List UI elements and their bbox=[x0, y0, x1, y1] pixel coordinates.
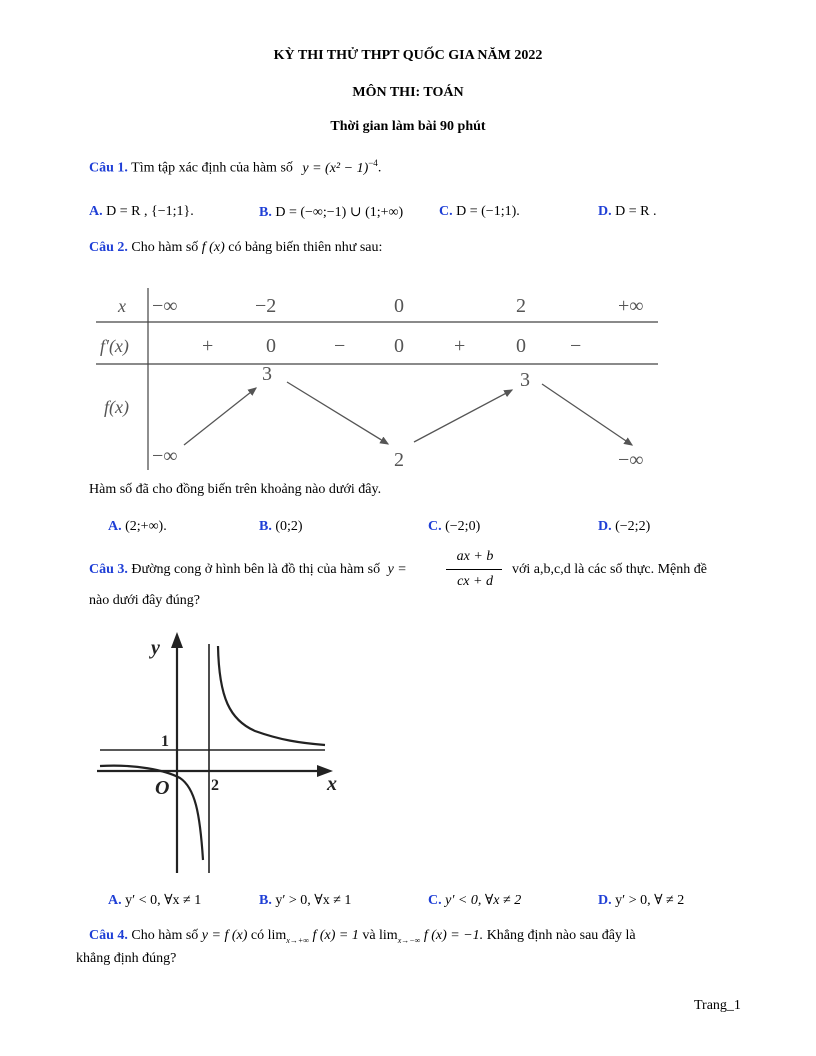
question-3-label: Câu 3. bbox=[89, 562, 128, 577]
f-value-neg-inf-right: −∞ bbox=[618, 449, 644, 471]
question-4-lim1-sub: x→+∞ bbox=[286, 935, 309, 945]
q2-option-b-label: B. bbox=[259, 519, 272, 534]
left-branch bbox=[100, 766, 203, 860]
q1-option-b-label: B. bbox=[259, 205, 272, 220]
question-4-text4: Khẳng định nào sau đây là bbox=[486, 928, 636, 943]
question-1-period: . bbox=[377, 160, 382, 176]
table-label-fprime: f′(x) bbox=[100, 336, 129, 356]
q2-option-b-text: (0;2) bbox=[275, 519, 303, 534]
q3-option-d-label: D. bbox=[598, 893, 612, 908]
question-4-lim2: lim bbox=[379, 928, 398, 943]
q3-option-a-text: y′ < 0, ∀x ≠ 1 bbox=[125, 893, 202, 908]
question-2-func: f (x) bbox=[201, 240, 225, 255]
question-4-label: Câu 4. bbox=[89, 928, 128, 943]
derivative-sign: − bbox=[334, 335, 346, 357]
q1-option-d[interactable] bbox=[598, 204, 656, 220]
q3-option-d[interactable] bbox=[598, 892, 684, 909]
q3-option-c[interactable] bbox=[428, 892, 521, 909]
q1-option-a-label: A. bbox=[89, 204, 103, 219]
question-1-formula: y = (x² − 1) bbox=[302, 160, 369, 176]
question-4 bbox=[89, 928, 636, 945]
q1-option-c-label: C. bbox=[439, 204, 453, 219]
question-4-text1: Cho hàm số bbox=[131, 928, 199, 943]
q1-option-a[interactable] bbox=[89, 204, 194, 220]
page-number: Trang_1 bbox=[694, 998, 741, 1013]
question-1-text: Tìm tập xác định của hàm số bbox=[131, 160, 293, 176]
q1-option-c-text: D = (−1;1). bbox=[456, 204, 520, 219]
question-3 bbox=[89, 562, 407, 578]
q1-option-b-text: D = (−∞;−1) ∪ (1;+∞) bbox=[275, 205, 404, 220]
f-value-min: 2 bbox=[394, 449, 404, 471]
derivative-zero: 0 bbox=[394, 335, 404, 357]
f-value-max-2: 3 bbox=[520, 369, 530, 391]
derivative-sign: + bbox=[454, 335, 466, 357]
derivative-zero: 0 bbox=[266, 335, 276, 357]
q1-option-d-label: D. bbox=[598, 204, 612, 219]
question-4-func: y = f (x) bbox=[201, 928, 248, 943]
question-2-text-before: Cho hàm số bbox=[131, 240, 199, 255]
q3-option-a-label: A. bbox=[108, 893, 122, 908]
q3-option-c-text: y′ < 0, ∀x ≠ 2 bbox=[445, 893, 522, 908]
exam-time: Thời gian làm bài 90 phút bbox=[330, 119, 486, 134]
q3-option-d-text: y′ > 0, ∀ ≠ 2 bbox=[615, 893, 685, 908]
question-1 bbox=[89, 158, 381, 177]
question-1-exponent: −4 bbox=[368, 158, 378, 168]
question-4-line2: khẳng định đúng? bbox=[76, 951, 177, 966]
question-3-text-after: với a,b,c,d là các số thực. Mệnh đề bbox=[512, 562, 707, 577]
variation-table bbox=[92, 280, 662, 475]
f-value-max-1: 3 bbox=[262, 363, 272, 385]
q3-option-b[interactable] bbox=[259, 892, 351, 909]
graph-origin-label: O bbox=[155, 777, 170, 799]
derivative-sign: − bbox=[570, 335, 582, 357]
q2-option-d[interactable] bbox=[598, 519, 650, 535]
question-4-text2: có bbox=[250, 928, 265, 943]
q2-option-d-label: D. bbox=[598, 519, 612, 534]
question-3-text-before: Đường cong ở hình bên là đồ thị của hàm số bbox=[131, 562, 381, 577]
derivative-zero: 0 bbox=[516, 335, 526, 357]
q1-option-c[interactable] bbox=[439, 204, 520, 220]
question-3-numerator: ax + b bbox=[456, 549, 494, 564]
x-value: 0 bbox=[394, 295, 404, 317]
hyperbola-graph bbox=[95, 628, 345, 878]
table-label-f: f(x) bbox=[104, 397, 129, 417]
question-3-line2: nào dưới đây đúng? bbox=[89, 593, 201, 608]
y-axis-arrow bbox=[171, 632, 183, 648]
question-3-formula-y: y = bbox=[387, 562, 407, 577]
question-4-lim1-rest: f (x) = 1 bbox=[312, 928, 359, 943]
q2-option-c[interactable] bbox=[428, 519, 480, 535]
fraction-bar bbox=[446, 569, 502, 570]
x-value: −∞ bbox=[152, 295, 178, 317]
question-2-prompt: Hàm số đã cho đồng biến trên khoảng nào dưới đây. bbox=[89, 482, 382, 497]
graph-asymptote-2-label: 2 bbox=[211, 777, 219, 794]
graph-asymptote-1-label: 1 bbox=[161, 733, 169, 750]
q1-option-b[interactable] bbox=[259, 204, 403, 221]
q1-option-a-text: D = R , {−1;1}. bbox=[106, 204, 194, 219]
q2-option-a-label: A. bbox=[108, 519, 122, 534]
q2-option-a-text: (2;+∞). bbox=[125, 519, 167, 534]
q2-option-c-label: C. bbox=[428, 519, 442, 534]
q3-option-c-label: C. bbox=[428, 893, 442, 908]
q3-option-b-text: y′ > 0, ∀x ≠ 1 bbox=[275, 893, 352, 908]
q1-option-d-text: D = R . bbox=[615, 204, 657, 219]
arrow-up-2 bbox=[414, 390, 512, 442]
question-1-label: Câu 1. bbox=[89, 160, 128, 176]
question-2-text-after: có bảng biến thiên như sau: bbox=[228, 240, 383, 255]
q2-option-c-text: (−2;0) bbox=[445, 519, 481, 534]
graph-x-label: x bbox=[327, 773, 337, 795]
q2-option-d-text: (−2;2) bbox=[615, 519, 651, 534]
question-4-lim2-sub: x→−∞ bbox=[397, 935, 421, 945]
question-4-lim2-rest: f (x) = −1. bbox=[423, 928, 484, 943]
q3-option-b-label: B. bbox=[259, 893, 272, 908]
arrow-up-1 bbox=[184, 388, 256, 445]
exam-title: KỲ THI THỬ THPT QUỐC GIA NĂM 2022 bbox=[273, 48, 543, 63]
x-value: 2 bbox=[516, 295, 526, 317]
exam-subject: MÔN THI: TOÁN bbox=[352, 85, 464, 100]
x-value: −2 bbox=[255, 295, 277, 317]
q2-option-b[interactable] bbox=[259, 519, 303, 535]
question-4-lim1: lim bbox=[267, 928, 287, 943]
question-4-text3: và bbox=[362, 928, 376, 943]
arrow-down-2 bbox=[542, 384, 632, 445]
question-3-denominator: cx + d bbox=[457, 574, 493, 589]
derivative-sign: + bbox=[202, 335, 214, 357]
q3-option-a[interactable] bbox=[108, 892, 201, 909]
graph-y-label: y bbox=[151, 637, 160, 659]
table-label-x: x bbox=[118, 296, 126, 316]
question-2 bbox=[89, 240, 382, 256]
q2-option-a[interactable] bbox=[108, 519, 167, 535]
f-value-neg-inf-left: −∞ bbox=[152, 445, 178, 467]
right-branch bbox=[218, 646, 325, 745]
arrow-down-1 bbox=[287, 382, 388, 444]
question-2-label: Câu 2. bbox=[89, 240, 128, 255]
x-value: +∞ bbox=[618, 295, 644, 317]
